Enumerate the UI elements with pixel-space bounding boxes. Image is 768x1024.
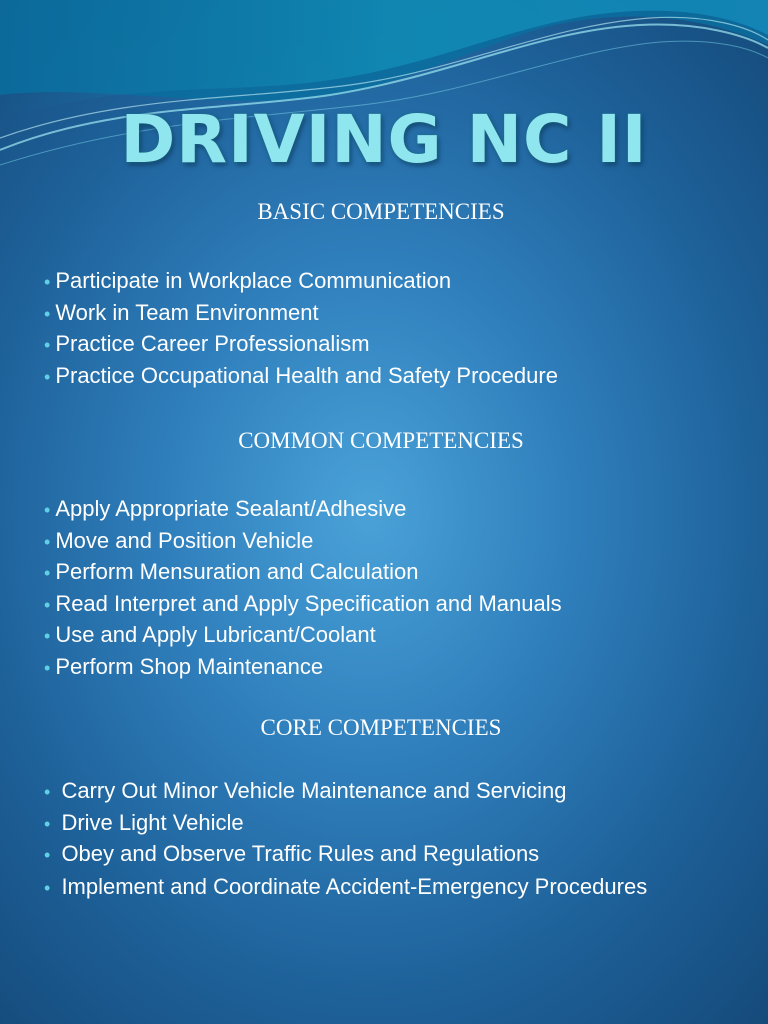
list-item: • Obey and Observe Traffic Rules and Regulations <box>44 841 540 866</box>
bullet-icon: • <box>44 272 51 292</box>
bullet-icon: • <box>44 845 51 865</box>
bullet-icon: • <box>44 813 51 834</box>
list-item: • Work in Team Environment <box>44 299 319 325</box>
core-competencies-heading: CORE COMPETENCIES <box>260 715 502 740</box>
list-item: • Carry Out Minor Vehicle Maintenance and Servicing <box>44 778 567 803</box>
list-item: • Use and Apply Lubricant/Coolant <box>44 622 376 647</box>
common-competencies-heading: COMMON COMPETENCIES <box>238 428 524 453</box>
list-item: • Move and Position Vehicle <box>44 527 314 553</box>
common-competencies-list <box>44 494 744 683</box>
basic-competencies-heading: BASIC COMPETENCIES <box>257 199 505 224</box>
slide-title: DRIVING NC II <box>120 101 648 178</box>
bullet-icon: • <box>44 531 51 552</box>
list-item: • Implement and Coordinate Accident-Emergency Procedures <box>44 873 648 899</box>
bullet-icon: • <box>44 877 51 898</box>
bullet-icon: • <box>44 594 51 615</box>
list-item: • Drive Light Vehicle <box>44 809 244 835</box>
list-item: • Read Interpret and Apply Specification and Manuals <box>44 590 562 616</box>
bullet-icon: • <box>44 657 51 678</box>
list-item: • Practice Career Professionalism <box>44 331 370 356</box>
bullet-icon: • <box>44 335 51 355</box>
bullet-icon: • <box>44 563 51 583</box>
basic-competencies-list <box>44 266 744 392</box>
list-item: • Perform Mensuration and Calculation <box>44 559 419 584</box>
list-item: • Practice Occupational Health and Safety Procedure <box>44 362 558 388</box>
list-item: • Apply Appropriate Sealant/Adhesive <box>44 496 407 521</box>
bullet-icon: • <box>44 303 51 324</box>
list-item: • Perform Shop Maintenance <box>44 653 324 679</box>
bullet-icon: • <box>44 626 51 646</box>
core-competencies-list <box>44 776 664 901</box>
bullet-icon: • <box>44 782 51 802</box>
bullet-icon: • <box>44 500 51 520</box>
list-item: • Participate in Workplace Communication <box>44 268 452 293</box>
bullet-icon: • <box>44 366 51 387</box>
